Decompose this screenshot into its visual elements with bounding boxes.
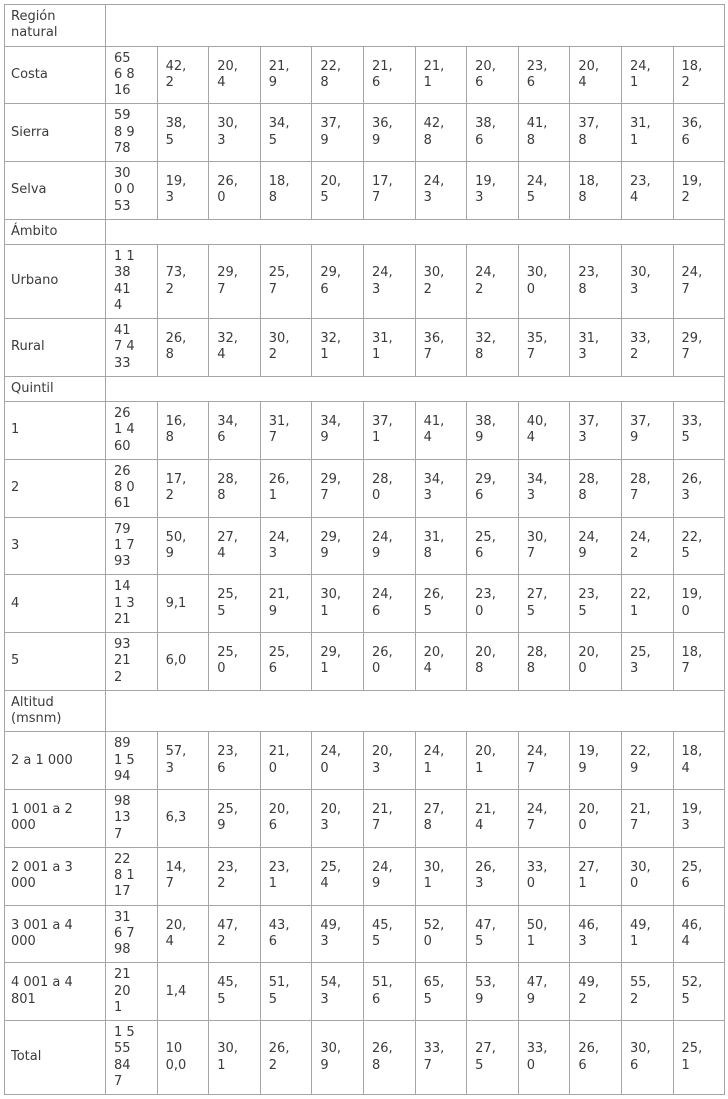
row-label: Sierra xyxy=(5,104,106,162)
value-cell: 18,8 xyxy=(570,162,622,220)
value-cell: 32,8 xyxy=(467,319,519,377)
table-row xyxy=(5,633,725,691)
value-cell: 19,3 xyxy=(673,790,725,848)
section-row xyxy=(5,376,725,401)
value-cell: 26,8 xyxy=(363,1021,415,1095)
value-cell: 24,3 xyxy=(363,245,415,319)
value-cell: 36,9 xyxy=(363,104,415,162)
value-cell: 27,8 xyxy=(415,790,467,848)
row-label: Selva xyxy=(5,162,106,220)
value-cell: 20,5 xyxy=(312,162,364,220)
value-cell: 23,0 xyxy=(467,575,519,633)
value-cell: 30,9 xyxy=(312,1021,364,1095)
value-cell: 28,8 xyxy=(518,633,570,691)
value-cell: 22,8 xyxy=(312,46,364,104)
value-cell: 18,4 xyxy=(673,732,725,790)
value-cell: 55,2 xyxy=(621,963,673,1021)
row-label: Altitud (msnm) xyxy=(5,690,106,732)
value-cell: 300 053 xyxy=(106,162,158,220)
value-cell: 29,9 xyxy=(312,517,364,575)
value-cell: 27,4 xyxy=(209,517,261,575)
value-cell: 25,3 xyxy=(621,633,673,691)
value-cell: 37,1 xyxy=(363,402,415,460)
value-cell: 47,9 xyxy=(518,963,570,1021)
value-cell: 34,3 xyxy=(415,459,467,517)
value-cell: 50,1 xyxy=(518,905,570,963)
value-cell: 26,0 xyxy=(363,633,415,691)
value-cell: 1 138 414 xyxy=(106,245,158,319)
row-label: 2 a 1 000 xyxy=(5,732,106,790)
value-cell: 19,3 xyxy=(157,162,209,220)
value-cell: 21,1 xyxy=(415,46,467,104)
value-cell: 25,0 xyxy=(209,633,261,691)
value-cell: 23,6 xyxy=(518,46,570,104)
value-cell: 49,2 xyxy=(570,963,622,1021)
value-cell: 33,5 xyxy=(673,402,725,460)
value-cell: 24,2 xyxy=(621,517,673,575)
value-cell: 26,3 xyxy=(467,847,519,905)
value-cell: 30,2 xyxy=(415,245,467,319)
row-label: Rural xyxy=(5,319,106,377)
value-cell: 25,4 xyxy=(312,847,364,905)
table-row xyxy=(5,963,725,1021)
value-cell: 25,6 xyxy=(673,847,725,905)
value-cell: 46,3 xyxy=(570,905,622,963)
value-cell: 24,1 xyxy=(415,732,467,790)
value-cell: 17,7 xyxy=(363,162,415,220)
value-cell: 598 978 xyxy=(106,104,158,162)
value-cell: 57,3 xyxy=(157,732,209,790)
value-cell: 27,5 xyxy=(467,1021,519,1095)
value-cell: 21,4 xyxy=(467,790,519,848)
value-cell: 20,6 xyxy=(467,46,519,104)
value-cell: 38,9 xyxy=(467,402,519,460)
value-cell: 30,0 xyxy=(621,847,673,905)
value-cell: 28,8 xyxy=(209,459,261,517)
row-label: Región natural xyxy=(5,5,106,47)
value-cell: 35,7 xyxy=(518,319,570,377)
row-label: 1 xyxy=(5,402,106,460)
value-cell: 25,6 xyxy=(467,517,519,575)
value-cell: 1,4 xyxy=(157,963,209,1021)
value-cell: 25,6 xyxy=(260,633,312,691)
value-cell: 37,9 xyxy=(621,402,673,460)
value-cell: 24,9 xyxy=(570,517,622,575)
value-cell: 65,5 xyxy=(415,963,467,1021)
value-cell: 24,1 xyxy=(621,46,673,104)
value-cell: 24,9 xyxy=(363,847,415,905)
value-cell: 19,3 xyxy=(467,162,519,220)
table-row xyxy=(5,459,725,517)
value-cell: 31,8 xyxy=(415,517,467,575)
value-cell: 26,0 xyxy=(209,162,261,220)
value-cell: 29,1 xyxy=(312,633,364,691)
value-cell: 21,7 xyxy=(363,790,415,848)
value-cell: 20,3 xyxy=(312,790,364,848)
row-label: Total xyxy=(5,1021,106,1095)
row-label: 3 xyxy=(5,517,106,575)
section-spacer-cell xyxy=(106,690,725,732)
value-cell: 30,2 xyxy=(260,319,312,377)
value-cell: 52,0 xyxy=(415,905,467,963)
table-row xyxy=(5,162,725,220)
value-cell: 29,6 xyxy=(312,245,364,319)
value-cell: 26,8 xyxy=(157,319,209,377)
table-row xyxy=(5,732,725,790)
value-cell: 20,6 xyxy=(260,790,312,848)
table-row xyxy=(5,104,725,162)
value-cell: 29,7 xyxy=(312,459,364,517)
value-cell: 30,7 xyxy=(518,517,570,575)
value-cell: 31,3 xyxy=(570,319,622,377)
value-cell: 73,2 xyxy=(157,245,209,319)
value-cell: 22,5 xyxy=(673,517,725,575)
value-cell: 29,6 xyxy=(467,459,519,517)
value-cell: 31,1 xyxy=(621,104,673,162)
value-cell: 33,2 xyxy=(621,319,673,377)
value-cell: 17,2 xyxy=(157,459,209,517)
value-cell: 14,7 xyxy=(157,847,209,905)
section-spacer-cell xyxy=(106,376,725,401)
value-cell: 6,3 xyxy=(157,790,209,848)
value-cell: 228 117 xyxy=(106,847,158,905)
value-cell: 25,7 xyxy=(260,245,312,319)
value-cell: 316 798 xyxy=(106,905,158,963)
section-row xyxy=(5,5,725,47)
value-cell: 26,5 xyxy=(415,575,467,633)
value-cell: 21,9 xyxy=(260,46,312,104)
value-cell: 52,5 xyxy=(673,963,725,1021)
value-cell: 27,5 xyxy=(518,575,570,633)
value-cell: 27,1 xyxy=(570,847,622,905)
value-cell: 23,8 xyxy=(570,245,622,319)
value-cell: 31,7 xyxy=(260,402,312,460)
value-cell: 24,3 xyxy=(260,517,312,575)
value-cell: 51,5 xyxy=(260,963,312,1021)
value-cell: 25,5 xyxy=(209,575,261,633)
table-row xyxy=(5,790,725,848)
value-cell: 28,7 xyxy=(621,459,673,517)
table-row xyxy=(5,575,725,633)
section-row xyxy=(5,219,725,244)
value-cell: 19,2 xyxy=(673,162,725,220)
value-cell: 25,1 xyxy=(673,1021,725,1095)
value-cell: 24,0 xyxy=(312,732,364,790)
value-cell: 268 061 xyxy=(106,459,158,517)
row-label: 2 001 a 3 000 xyxy=(5,847,106,905)
table-row xyxy=(5,46,725,104)
value-cell: 20,4 xyxy=(209,46,261,104)
value-cell: 32,4 xyxy=(209,319,261,377)
value-cell: 20,0 xyxy=(570,790,622,848)
value-cell: 30,6 xyxy=(621,1021,673,1095)
value-cell: 24,7 xyxy=(518,790,570,848)
table-body xyxy=(5,5,725,1095)
table-row xyxy=(5,905,725,963)
value-cell: 30,1 xyxy=(415,847,467,905)
value-cell: 20,0 xyxy=(570,633,622,691)
value-cell: 34,3 xyxy=(518,459,570,517)
table-row xyxy=(5,847,725,905)
value-cell: 34,6 xyxy=(209,402,261,460)
row-label: Ámbito xyxy=(5,219,106,244)
value-cell: 23,5 xyxy=(570,575,622,633)
value-cell: 36,7 xyxy=(415,319,467,377)
value-cell: 24,6 xyxy=(363,575,415,633)
value-cell: 19,9 xyxy=(570,732,622,790)
value-cell: 18,8 xyxy=(260,162,312,220)
value-cell: 46,4 xyxy=(673,905,725,963)
value-cell: 21 201 xyxy=(106,963,158,1021)
row-label: 5 xyxy=(5,633,106,691)
row-label: Urbano xyxy=(5,245,106,319)
table-row xyxy=(5,517,725,575)
value-cell: 9,1 xyxy=(157,575,209,633)
value-cell: 30,1 xyxy=(209,1021,261,1095)
value-cell: 22,9 xyxy=(621,732,673,790)
value-cell: 26,3 xyxy=(673,459,725,517)
value-cell: 6,0 xyxy=(157,633,209,691)
value-cell: 24,9 xyxy=(363,517,415,575)
value-cell: 49,1 xyxy=(621,905,673,963)
value-cell: 41,8 xyxy=(518,104,570,162)
value-cell: 28,0 xyxy=(363,459,415,517)
row-label: 3 001 a 4 000 xyxy=(5,905,106,963)
value-cell: 93 212 xyxy=(106,633,158,691)
value-cell: 1 555 847 xyxy=(106,1021,158,1095)
value-cell: 20,4 xyxy=(415,633,467,691)
value-cell: 26,1 xyxy=(260,459,312,517)
value-cell: 34,5 xyxy=(260,104,312,162)
value-cell: 26,6 xyxy=(570,1021,622,1095)
value-cell: 47,5 xyxy=(467,905,519,963)
value-cell: 29,7 xyxy=(673,319,725,377)
value-cell: 30,0 xyxy=(518,245,570,319)
value-cell: 31,1 xyxy=(363,319,415,377)
row-label: 4 xyxy=(5,575,106,633)
value-cell: 19,0 xyxy=(673,575,725,633)
row-label: Costa xyxy=(5,46,106,104)
section-spacer-cell xyxy=(106,5,725,47)
value-cell: 50,9 xyxy=(157,517,209,575)
value-cell: 21,6 xyxy=(363,46,415,104)
value-cell: 24,5 xyxy=(518,162,570,220)
value-cell: 656 816 xyxy=(106,46,158,104)
value-cell: 25,9 xyxy=(209,790,261,848)
value-cell: 45,5 xyxy=(209,963,261,1021)
value-cell: 33,0 xyxy=(518,1021,570,1095)
table-row xyxy=(5,319,725,377)
statistics-table xyxy=(4,4,725,1095)
value-cell: 791 793 xyxy=(106,517,158,575)
value-cell: 54,3 xyxy=(312,963,364,1021)
table-row xyxy=(5,1021,725,1095)
value-cell: 417 433 xyxy=(106,319,158,377)
value-cell: 20,4 xyxy=(570,46,622,104)
value-cell: 24,7 xyxy=(518,732,570,790)
value-cell: 29,7 xyxy=(209,245,261,319)
row-label: 4 001 a 4 801 xyxy=(5,963,106,1021)
row-label: 2 xyxy=(5,459,106,517)
value-cell: 20,1 xyxy=(467,732,519,790)
table-row xyxy=(5,402,725,460)
value-cell: 23,1 xyxy=(260,847,312,905)
value-cell: 30,3 xyxy=(209,104,261,162)
value-cell: 23,6 xyxy=(209,732,261,790)
value-cell: 23,2 xyxy=(209,847,261,905)
value-cell: 45,5 xyxy=(363,905,415,963)
value-cell: 24,3 xyxy=(415,162,467,220)
value-cell: 32,1 xyxy=(312,319,364,377)
value-cell: 22,1 xyxy=(621,575,673,633)
section-spacer-cell xyxy=(106,219,725,244)
value-cell: 891 594 xyxy=(106,732,158,790)
value-cell: 47,2 xyxy=(209,905,261,963)
value-cell: 42,2 xyxy=(157,46,209,104)
value-cell: 30,1 xyxy=(312,575,364,633)
value-cell: 261 460 xyxy=(106,402,158,460)
value-cell: 20,3 xyxy=(363,732,415,790)
value-cell: 141 321 xyxy=(106,575,158,633)
value-cell: 33,0 xyxy=(518,847,570,905)
value-cell: 49,3 xyxy=(312,905,364,963)
value-cell: 18,7 xyxy=(673,633,725,691)
value-cell: 16,8 xyxy=(157,402,209,460)
value-cell: 51,6 xyxy=(363,963,415,1021)
value-cell: 43,6 xyxy=(260,905,312,963)
value-cell: 26,2 xyxy=(260,1021,312,1095)
value-cell: 40,4 xyxy=(518,402,570,460)
value-cell: 33,7 xyxy=(415,1021,467,1095)
value-cell: 24,2 xyxy=(467,245,519,319)
table-row xyxy=(5,245,725,319)
value-cell: 18,2 xyxy=(673,46,725,104)
value-cell: 42,8 xyxy=(415,104,467,162)
value-cell: 21,9 xyxy=(260,575,312,633)
value-cell: 21,7 xyxy=(621,790,673,848)
row-label: Quintil xyxy=(5,376,106,401)
value-cell: 34,9 xyxy=(312,402,364,460)
value-cell: 30,3 xyxy=(621,245,673,319)
value-cell: 100,0 xyxy=(157,1021,209,1095)
value-cell: 23,4 xyxy=(621,162,673,220)
value-cell: 98 137 xyxy=(106,790,158,848)
value-cell: 38,6 xyxy=(467,104,519,162)
value-cell: 37,3 xyxy=(570,402,622,460)
value-cell: 53,9 xyxy=(467,963,519,1021)
value-cell: 37,9 xyxy=(312,104,364,162)
value-cell: 36,6 xyxy=(673,104,725,162)
row-label: 1 001 a 2 000 xyxy=(5,790,106,848)
value-cell: 41,4 xyxy=(415,402,467,460)
value-cell: 38,5 xyxy=(157,104,209,162)
value-cell: 20,4 xyxy=(157,905,209,963)
value-cell: 28,8 xyxy=(570,459,622,517)
section-row xyxy=(5,690,725,732)
value-cell: 21,0 xyxy=(260,732,312,790)
value-cell: 20,8 xyxy=(467,633,519,691)
value-cell: 37,8 xyxy=(570,104,622,162)
value-cell: 24,7 xyxy=(673,245,725,319)
